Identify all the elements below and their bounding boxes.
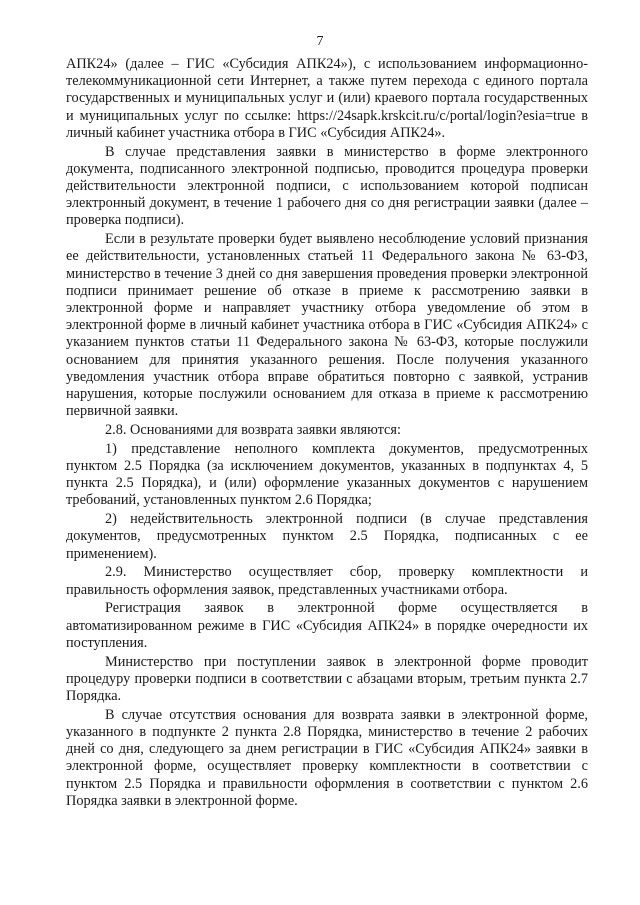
paragraph-2-8-heading: 2.8. Основаниями для возврата заявки являются: [105, 422, 401, 439]
paragraph-registration: Регистрация заявок в электронной форме осуществляется в автоматизированном режиме в ГИС «Субсидия АПК24» в порядке очередности их поступления. [66, 600, 588, 651]
paragraph-ministry-check: Министерство при поступлении заявок в электронной форме проводит процедуру проверки подписи в соответствии с абзацами вторым, третьим пункта 2.7 Порядка. [66, 653, 588, 705]
paragraph-refusal: Если в результате проверки будет выявлено несоблюдение условий признания ее действительности, установленных статьей 11 Федерального закона № 63-ФЗ, министерство в течение 3 дней со дня завершения проведения проверки электронной подписи принимает решение об отказе в приеме к рассмотрению заявки в электронной форме и направляет участнику отбора уведомление об этом в электронной форме в личный кабинет участника отбора в ГИС «Субсидия АПК24» с указанием пунктов статьи 11 Федерального закона № 63-ФЗ, которые послужили основанием для принятия указанного решения. После получения указанного уведомления участник отбора вправе обратиться повторно с заявкой, устранив нарушения, которые послужили основанием для отказа в приеме к рассмотрению первичной заявки. [66, 231, 588, 420]
paragraph-continuation: АПК24» (далее – ГИС «Субсидия АПК24»), с использованием информационно-телекоммуникационной сети Интернет, а также путем перехода с единого портала государственных и муниципальных услуг и (или) краевого портала государственных и муниципальных услуг по ссылке: https://24sapk.krskcit.ru/c/portal/login?esia=true в личный кабинет участника отбора в ГИС «Субсидия АПК24». [66, 56, 588, 141]
paragraph-completeness-check: В случае отсутствия основания для возврата заявки в электронной форме, указанного в подпункте 2 пункта 2.8 Порядка, министерство в течение 2 рабочих дней со дня, следующего за днем регистрации в ГИС «Субсидия АПК24» заявки в электронной форме, осуществляет проверку комплектности в соответствии с пунктом 2.5 Порядка и правильности оформления в соответствии с пунктом 2.6 Порядка заявки в электронной форме. [66, 706, 588, 809]
page-number: 7 [316, 34, 324, 49]
document-body [66, 56, 588, 810]
paragraph-2-8-item-2: 2) недействительность электронной подписи (в случае представления документов, предусмотренных пунктом 2.5 Порядка, подписанных с ее применением). [66, 511, 588, 562]
paragraph-signature-check: В случае представления заявки в министерство в форме электронного документа, подписанного электронной подписью, проводится процедура проверки действительности электронной подписи, с использованием которой подписан электронный документ, в течение 1 рабочего дня со дня регистрации заявки (далее – проверка подписи). [66, 143, 588, 229]
paragraph-2-9: 2.9. Министерство осуществляет сбор, проверку комплектности и правильность оформления заявок, представленных участниками отбора. [66, 564, 588, 598]
paragraph-2-8-item-1: 1) представление неполного комплекта документов, предусмотренных пунктом 2.5 Порядка (за исключением документов, указанных в подпунктах 4, 5 пункта 2.5 Порядка), и (или) оформление указанных документов с нарушением требований, установленных пунктом 2.6 Порядка; [66, 440, 588, 509]
